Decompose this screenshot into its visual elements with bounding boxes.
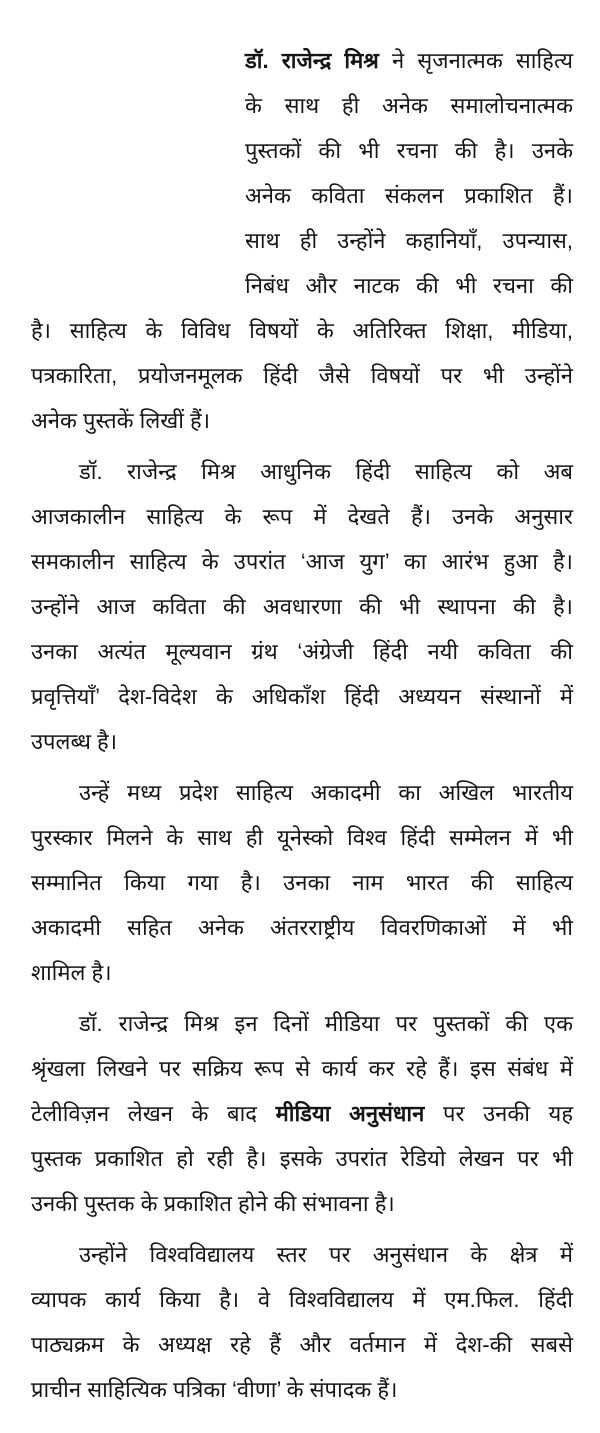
text-line [31,1322,573,1367]
text-segment: उन्होंने आज कविता की अवधारणा की भी स्थापना की है। [31,594,573,619]
bold-text: डॉ. राजेन्द्र मिश्र [245,48,379,73]
text-segment: के साथ ही अनेक समालोचनात्मक [245,93,573,118]
text-line [31,770,573,815]
text-line [31,584,573,629]
text-line [31,674,573,719]
paragraph [31,770,573,995]
text-segment: पुस्तक प्रकाशित हो रही है। इसके उपरांत रेडियो लेखन पर भी [31,1146,573,1171]
text-line [31,449,573,494]
text-line [31,398,573,443]
text-segment: डॉ. राजेन्द्र मिश्र इन दिनों मीडिया पर पुस्तकों की एक [79,1011,573,1036]
text-line [31,1091,573,1136]
text-segment: प्रवृत्तियाँ’ देश-विदेश के अधिकाँश हिंदी अध्ययन संस्थानों में [31,684,573,709]
text-segment: डॉ. राजेन्द्र मिश्र आधुनिक हिंदी साहित्य को अब [79,459,573,484]
text-segment: साथ ही उन्होंने कहानियाँ, उपन्यास, [245,228,573,253]
text-segment: अनेक कविता संकलन प्रकाशित हैं। [245,183,573,208]
bold-text: मीडिया अनुसंधान [275,1101,425,1126]
text-segment: व्यापक कार्य किया है। वे विश्वविद्यालय में एम.फिल. हिंदी [31,1287,573,1312]
text-line [31,860,573,905]
text-segment: ने सृजनात्मक साहित्य [378,48,573,73]
text-line [31,1232,573,1277]
text-segment: उपलब्ध है। [31,729,118,754]
text-line [31,1001,573,1046]
text-segment: अकादमी सहित अनेक अंतरराष्ट्रीय विवरणिकाओं में भी [31,915,573,940]
text-segment: प्राचीन साहित्यिक पत्रिका ‘वीणा’ के संपादक हैं। [31,1377,398,1402]
text-line [31,1277,573,1322]
text-line [31,1046,573,1091]
text-line [31,719,573,764]
text-segment: पाठ्यक्रम के अध्यक्ष रहे हैं और वर्तमान में देश-की सबसे [31,1332,573,1357]
text-segment: उन्हें मध्य प्रदेश साहित्य अकादमी का अखिल भारतीय [79,780,573,805]
text-segment: पत्रकारिता, प्रयोजनमूलक हिंदी जैसे विषयों पर भी उन्होंने [31,363,573,388]
paragraph [31,449,573,764]
document-page [31,38,573,1418]
text-line [31,218,573,263]
text-segment: टेलीविज़न लेखन के बाद [31,1101,276,1126]
text-segment: अनेक पुस्तकें लिखीं हैं। [31,408,211,433]
text-line [31,539,573,584]
text-segment: निबंध और नाटक की भी रचना की [245,273,573,298]
text-line [31,950,573,995]
text-line [31,173,573,218]
text-line [31,128,573,173]
text-segment: उनकी पुस्तक के प्रकाशित होने की संभावना है। [31,1191,395,1216]
text-line [31,1136,573,1181]
text-line [31,1367,573,1412]
paragraph [31,1001,573,1226]
text-segment: शामिल है। [31,960,112,985]
text-segment: पुरस्कार मिलने के साथ ही यूनेस्को विश्व हिंदी सम्मेलन में भी [31,825,573,850]
text-segment: आजकालीन साहित्य के रूप में देखते हैं। उनके अनुसार [31,504,573,529]
paragraph [31,1232,573,1412]
paragraph [31,38,573,443]
text-line [31,629,573,674]
text-segment: उन्होंने विश्वविद्यालय स्तर पर अनुसंधान के क्षेत्र में [79,1242,573,1267]
text-line [31,1181,573,1226]
text-segment: पुस्तकों की भी रचना की है। उनके [245,138,573,163]
text-line [31,83,573,128]
text-segment: समकालीन साहित्य के उपरांत ‘आज युग’ का आरंभ हुआ है। [31,549,573,574]
text-line [31,38,573,83]
text-segment: सम्मानित किया गया है। उनका नाम भारत की साहित्य [31,870,573,895]
text-line [31,308,573,353]
text-line [31,815,573,860]
text-line [31,494,573,539]
text-segment: पर उनकी यह [424,1101,573,1126]
text-segment: श्रृंखला लिखने पर सक्रिय रूप से कार्य कर रहे हैं। इस संबंध में [31,1056,573,1081]
text-line [31,905,573,950]
text-line [31,353,573,398]
text-line [31,263,573,308]
text-segment: है। साहित्य के विविध विषयों के अतिरिक्त शिक्षा, मीडिया, [31,318,573,343]
text-segment: उनका अत्यंत मूल्यवान ग्रंथ ‘अंग्रेजी हिंदी नयी कविता की [31,639,573,664]
